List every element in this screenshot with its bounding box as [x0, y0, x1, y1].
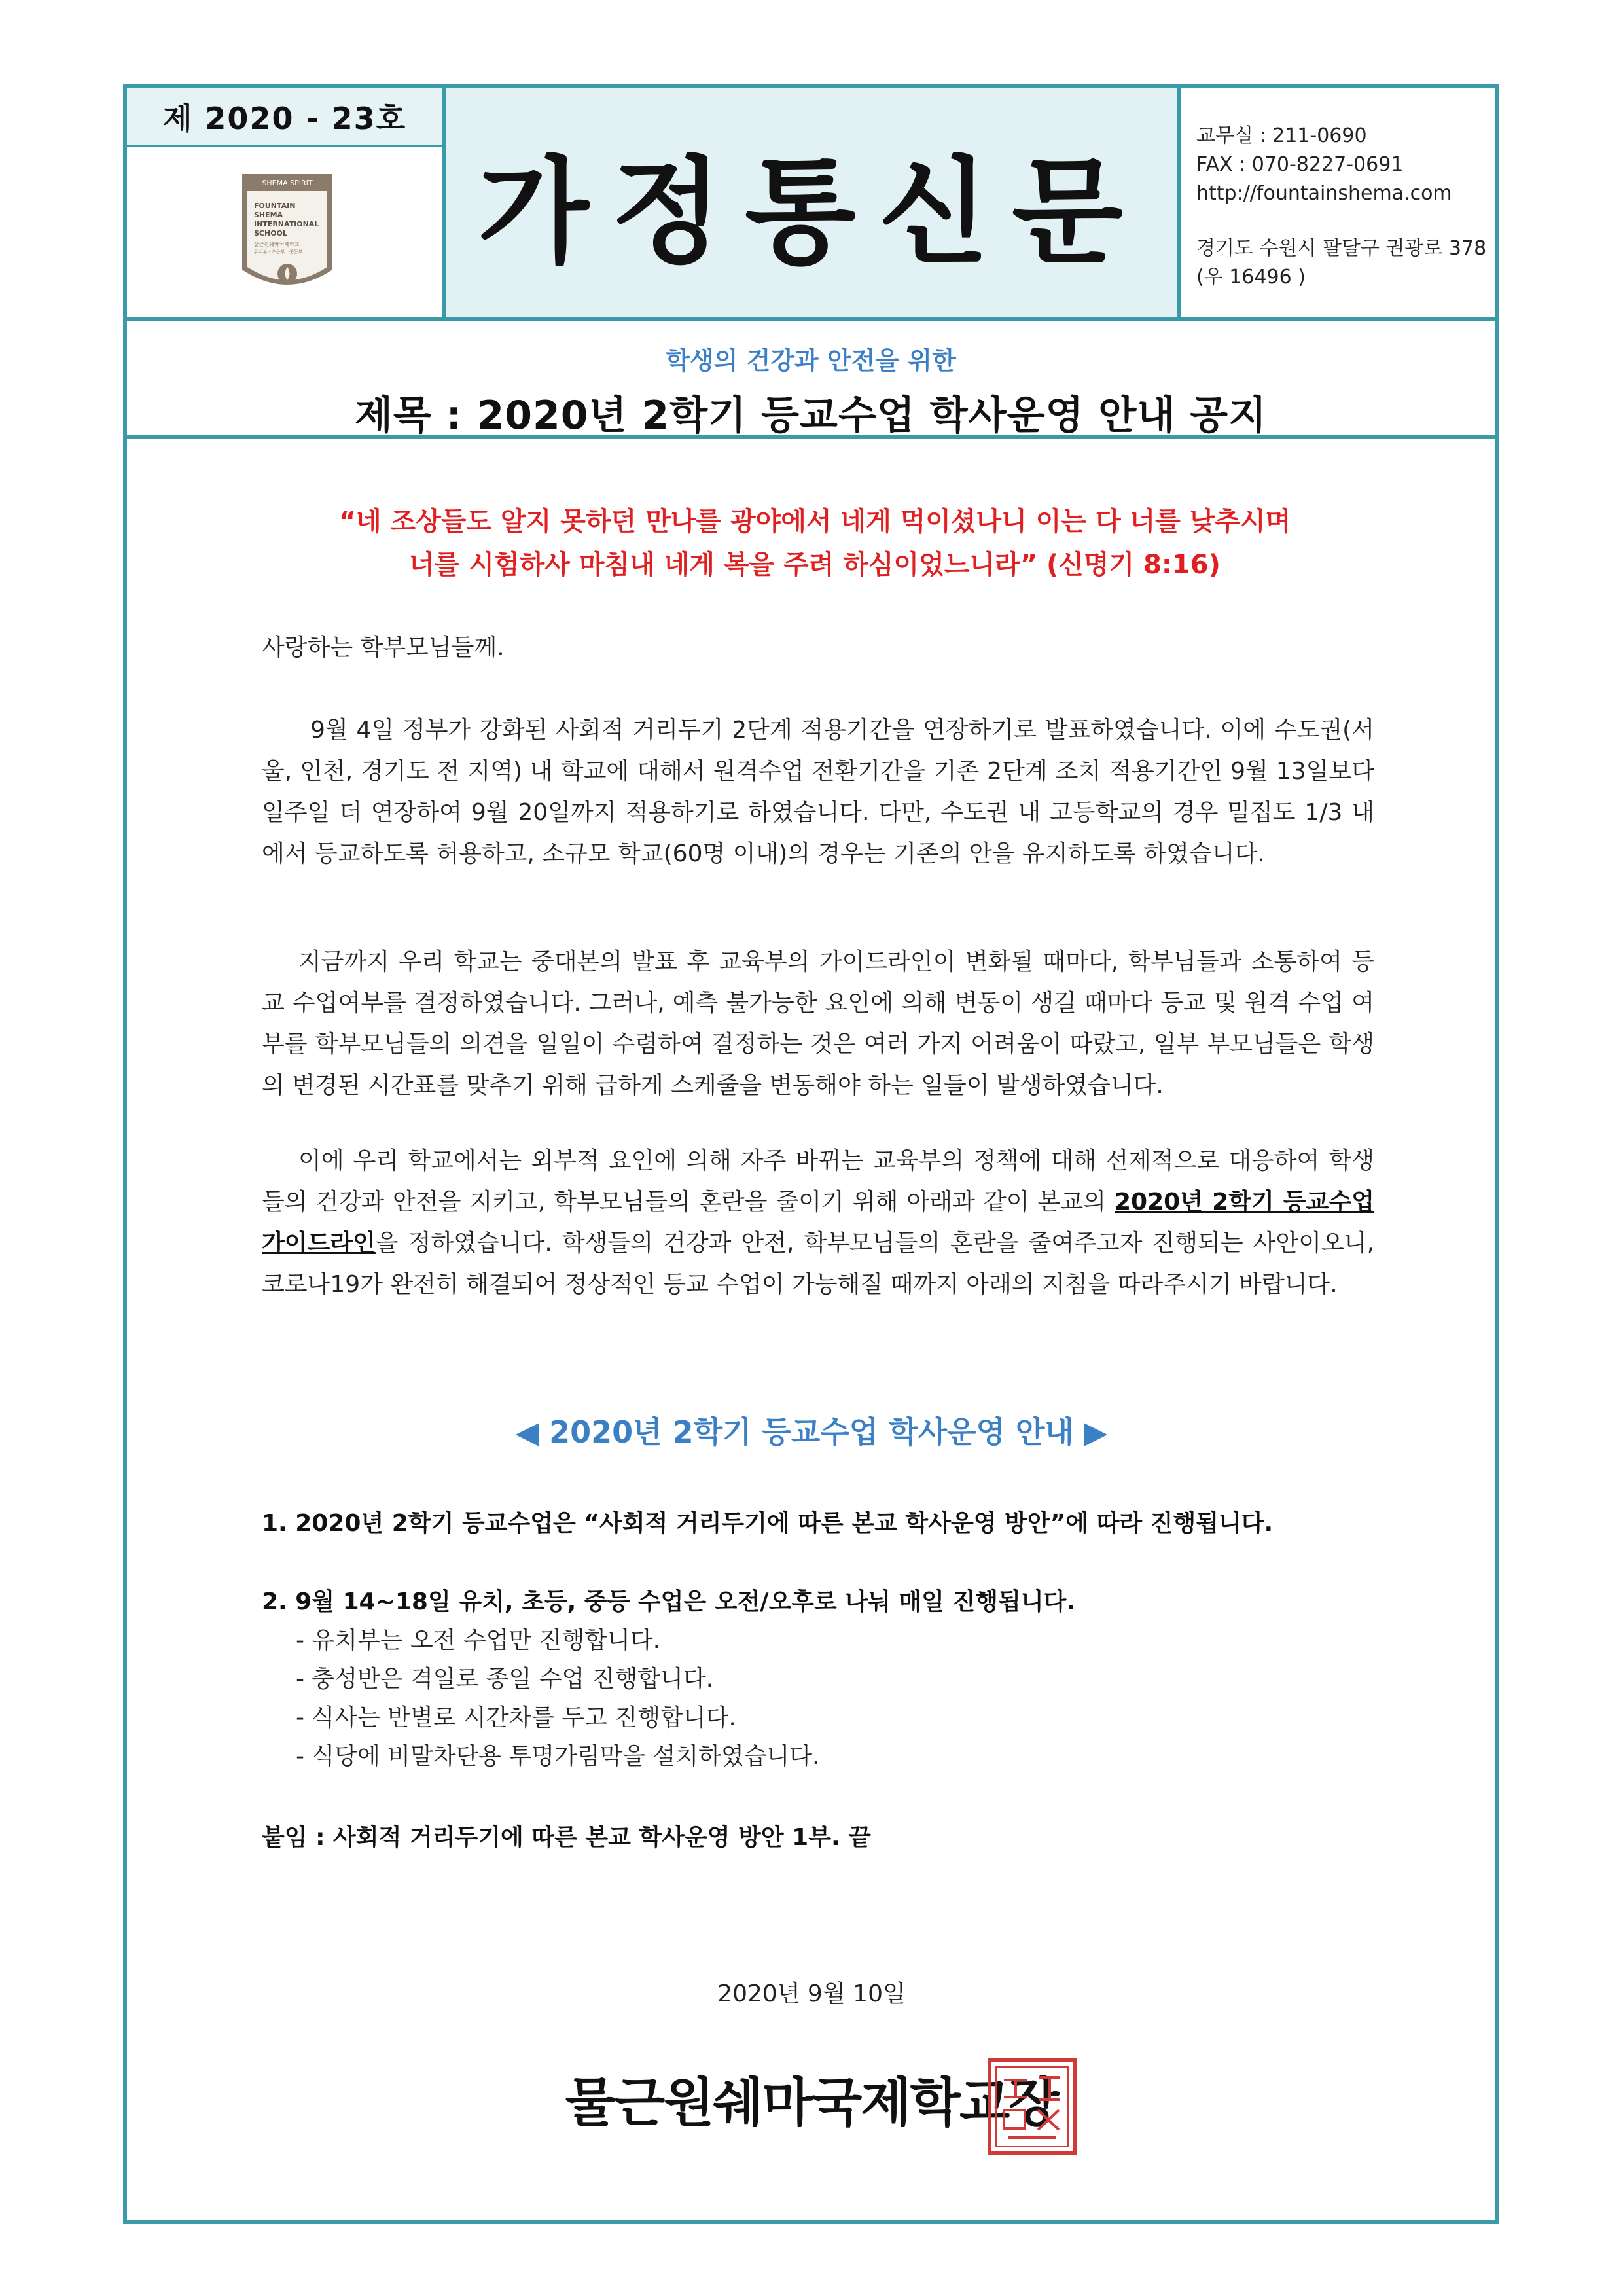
guideline-emphasis: 2020년 2학기 등교수업 가이드라인: [262, 1189, 1374, 1257]
contact-phone: 교무실 : 211-0690: [1196, 124, 1367, 147]
greeting: 사랑하는 학부모님들께.: [262, 634, 505, 661]
school-logo: [238, 171, 336, 302]
subject-banner: [127, 321, 1495, 439]
bible-verse: [127, 500, 1503, 586]
section-title: ◀ 2020년 2학기 등교수업 학사운영 안내 ▶: [515, 1414, 1108, 1450]
contact-fax: FAX : 070-8227-0691: [1196, 153, 1404, 176]
logo-name-line: FOUNTAIN: [254, 202, 296, 210]
item-2-subitems: [262, 1621, 1387, 1776]
newsletter-title: 가정통신문: [446, 88, 1181, 317]
logo-name-line: SCHOOL: [254, 229, 287, 238]
paragraph-2: 지금까지 우리 학교는 중대본의 발표 후 교육부의 가이드라인이 변화될 때마다, 학부님들과 소통하여 등교 수업여부를 결정하였습니다. 그러나, 예측 불가능한 요인에 의해 변동이 생길 때마다 등교 및 원격 수업 여부를 학부모님들의 의견을 일일이 수렴하여 결정하는 것은 여러 가지 어려움이 따랐고, 일부 부모님들은 학생의 변경된 시간표를 맞추기 위해 급하게 스케줄을 변동해야 하는 일들이 발생하였습니다.: [262, 948, 1374, 1099]
paragraph-3-text: 이에 우리 학교에서는 외부적 요인에 의해 자주 바뀌는 교육부의 정책에 대해 선제적으로 대응하여 학생들의 건강과 안전을 지키고, 학부모님들의 혼란을 줄이기 위해 아래과 같이 본교의: [262, 1147, 1374, 1215]
attachment-note: [262, 1818, 1387, 1857]
list-item: - 식사는 반별로 시간차를 두고 진행합니다.: [296, 1704, 736, 1731]
principal-signature: 물근원쉐마국제학교장: [565, 2072, 1058, 2133]
issue-number: 제 2020 - 23호: [127, 88, 442, 147]
newsletter-header: [127, 88, 1495, 321]
contact-info: [1196, 122, 1491, 292]
contact-postal: (우 16496 ): [1196, 266, 1306, 289]
item-2-text: 2. 9월 14~18일 유치, 초등, 중등 수업은 오전/오후로 나눠 매일 진행됩니다.: [262, 1588, 1076, 1615]
logo-name-line: SHEMA: [254, 211, 283, 219]
paragraph-3-text-end: 을 정하였습니다. 학생들의 건강과 안전, 학부모님들의 혼란을 줄여주고자 진행되는 사안이오니, 코로나19가 완전히 해결되어 정상적인 등교 수업이 가능해질 때까지 아래의 지침을 따라주시기 바랍니다.: [262, 1230, 1374, 1298]
item-1: [262, 1504, 1387, 1543]
issue-panel: [127, 88, 446, 317]
list-item: - 식당에 비말차단용 투명가림막을 설치하였습니다.: [296, 1743, 820, 1770]
logo-korean-line: 물근원쉐마국제학교: [254, 242, 300, 247]
contact-address: 경기도 수원시 팔달구 권광로 378: [1196, 237, 1487, 260]
subject-title: 제목 : 2020년 2학기 등교수업 학사운영 안내 공지: [354, 393, 1268, 439]
attachment-text: 붙임 : 사회적 거리두기에 따른 본교 학사운영 방안 1부. 끝: [262, 1824, 871, 1851]
verse-line: “네 조상들도 알지 못하던 만나를 광야에서 네게 먹이셨나니 이는 다 너를 낮추시며: [338, 507, 1291, 537]
list-item: - 유치부는 오전 수업만 진행합니다.: [296, 1627, 661, 1654]
logo-top-text: SHEMA SPIRIT: [262, 179, 313, 187]
item-2-block: [262, 1583, 1387, 1776]
document-date: 2020년 9월 10일: [717, 1981, 906, 2007]
logo-korean-line: 유치부 · 초등부 · 중등부: [254, 249, 303, 255]
subject-subtitle: 학생의 건강과 안전을 위한: [666, 346, 956, 375]
logo-name-line: INTERNATIONAL: [254, 220, 319, 228]
verse-line: 너를 시험하사 마침내 네게 복을 주려 하심이었느니라” (신명기 8:16): [409, 550, 1221, 580]
paragraph-3: [262, 1140, 1374, 1305]
list-item: - 충성반은 격일로 종일 수업 진행합니다.: [296, 1666, 714, 1693]
paragraph-1: 9월 4일 정부가 강화된 사회적 거리두기 2단계 적용기간을 연장하기로 발표하였습니다. 이에 수도권(서울, 인천, 경기도 전 지역) 내 학교에 대해서 원격수업 전환기간을 기존 2단계 조치 적용기간인 9월 13일보다 일주일 더 연장하여 9월 20일까지 적용하기로 하였습니다. 다만, 수도권 내 고등학교의 경우 밀집도 1/3 내에서 등교하도록 허용하고, 소규모 학교(60명 이내)의 경우는 기존의 안을 유지하도록 하였습니다.: [262, 717, 1374, 867]
official-seal-icon: [986, 2056, 1079, 2157]
contact-website: http://fountainshema.com: [1196, 182, 1452, 205]
item-1-text: 1. 2020년 2학기 등교수업은 “사회적 거리두기에 따른 본교 학사운영 방안”에 따라 진행됩니다.: [262, 1510, 1274, 1537]
